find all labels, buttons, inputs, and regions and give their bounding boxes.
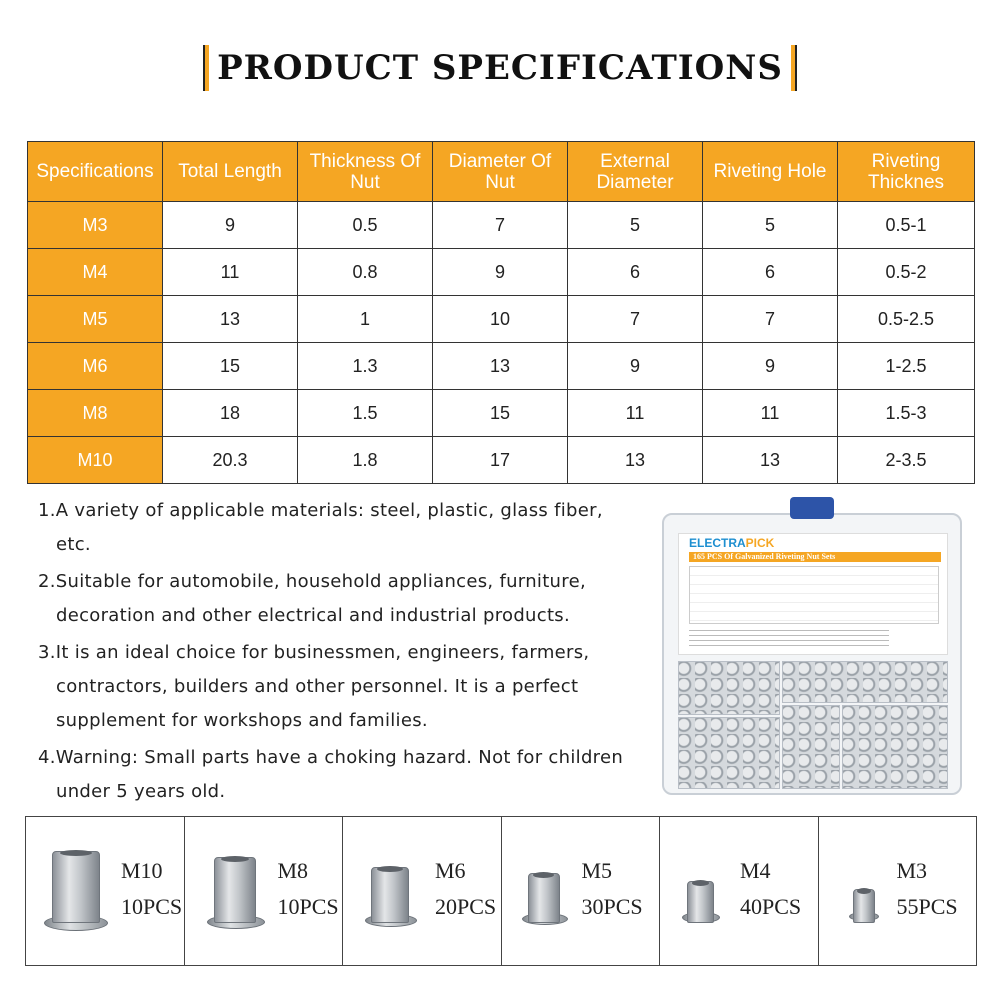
size-label xyxy=(897,853,958,925)
rivet-nut-icon xyxy=(853,889,875,923)
size-cell-m3 xyxy=(819,817,977,965)
rivet-nut-icon xyxy=(687,881,714,923)
feature-number: 4. xyxy=(38,747,56,768)
spec-header: Riveting Hole xyxy=(703,142,838,202)
title-right-bar xyxy=(791,45,797,91)
feature-item xyxy=(38,494,643,562)
box-compartment xyxy=(782,661,948,703)
rivet-nut-icon xyxy=(528,873,560,923)
table-cell: 1.5 xyxy=(298,390,433,437)
size-name: M3 xyxy=(896,858,928,883)
size-qty: 55PCS xyxy=(896,894,958,919)
table-cell: 20.3 xyxy=(163,437,298,484)
product-box-image xyxy=(662,505,958,795)
table-cell: 13 xyxy=(568,437,703,484)
table-cell: 10 xyxy=(433,296,568,343)
table-cell: 1.5-3 xyxy=(838,390,975,437)
size-qty: 30PCS xyxy=(581,894,643,919)
table-cell: 9 xyxy=(703,343,838,390)
spec-header: Thickness Of Nut xyxy=(298,142,433,202)
table-cell: 13 xyxy=(703,437,838,484)
spec-table xyxy=(27,141,975,484)
table-cell: 9 xyxy=(568,343,703,390)
size-label xyxy=(740,853,801,925)
spec-header: Specifications xyxy=(28,142,163,202)
size-label xyxy=(121,853,182,925)
feature-list xyxy=(38,494,643,812)
table-cell: 6 xyxy=(703,249,838,296)
size-qty: 20PCS xyxy=(435,894,497,919)
size-name: M6 xyxy=(435,858,466,883)
feature-number: 2. xyxy=(38,571,56,592)
feature-number: 3. xyxy=(38,642,56,663)
brand-text-a: ELECTRA xyxy=(689,536,746,550)
feature-item xyxy=(38,741,643,809)
size-qty: 40PCS xyxy=(740,894,802,919)
feature-item xyxy=(38,636,643,738)
feature-text: A variety of applicable materials: steel, plastic, glass fiber, etc. xyxy=(55,500,603,555)
size-cell-m8 xyxy=(185,817,344,965)
rivet-nut-icon xyxy=(371,867,409,923)
table-cell: 0.5-2.5 xyxy=(838,296,975,343)
page-title: PRODUCT SPECIFICATIONS xyxy=(217,48,783,88)
table-cell: 7 xyxy=(568,296,703,343)
table-cell: 2-3.5 xyxy=(838,437,975,484)
size-qty: 10PCS xyxy=(121,894,183,919)
rivet-nut-icon xyxy=(52,851,100,923)
size-name: M4 xyxy=(740,858,771,883)
size-cell-m10 xyxy=(26,817,185,965)
box-compartment xyxy=(678,717,780,789)
row-size: M3 xyxy=(28,202,163,249)
size-label xyxy=(435,853,496,925)
table-cell: 7 xyxy=(433,202,568,249)
feature-item xyxy=(38,565,643,633)
table-cell: 9 xyxy=(163,202,298,249)
table-cell: 11 xyxy=(163,249,298,296)
table-row xyxy=(28,390,975,437)
feature-text: Warning: Small parts have a choking hazard. Not for children under 5 years old. xyxy=(55,747,624,802)
table-cell: 1-2.5 xyxy=(838,343,975,390)
feature-text: It is an ideal choice for businessmen, engineers, farmers, contractors, builders and other personnel. It is a perfect supplement for workshops and families. xyxy=(55,642,590,731)
table-row xyxy=(28,343,975,390)
table-cell: 0.5 xyxy=(298,202,433,249)
table-cell: 0.5-2 xyxy=(838,249,975,296)
size-label xyxy=(278,853,339,925)
table-cell: 7 xyxy=(703,296,838,343)
table-cell: 17 xyxy=(433,437,568,484)
table-cell: 13 xyxy=(163,296,298,343)
page-title-wrap xyxy=(0,38,1000,98)
table-cell: 11 xyxy=(703,390,838,437)
row-size: M6 xyxy=(28,343,163,390)
table-cell: 1.3 xyxy=(298,343,433,390)
box-latch xyxy=(790,497,834,519)
brand-text-b: PICK xyxy=(745,536,775,550)
feature-text: Suitable for automobile, household appliances, furniture, decoration and other electrical and industrial products. xyxy=(55,571,586,626)
table-cell: 6 xyxy=(568,249,703,296)
spec-header-row xyxy=(28,142,975,202)
box-mini-table xyxy=(689,566,939,624)
table-cell: 0.8 xyxy=(298,249,433,296)
table-cell: 13 xyxy=(433,343,568,390)
size-name: M10 xyxy=(121,858,163,883)
row-size: M4 xyxy=(28,249,163,296)
size-strip xyxy=(25,816,977,966)
table-cell: 5 xyxy=(568,202,703,249)
table-row xyxy=(28,437,975,484)
box-title: 165 PCS Of Galvanized Riveting Nut Sets xyxy=(689,552,941,562)
feature-number: 1. xyxy=(38,500,56,521)
size-name: M5 xyxy=(581,858,613,883)
row-size: M5 xyxy=(28,296,163,343)
table-cell: 11 xyxy=(568,390,703,437)
table-cell: 15 xyxy=(433,390,568,437)
size-cell-m5 xyxy=(502,817,661,965)
size-qty: 10PCS xyxy=(277,894,339,919)
box-label xyxy=(678,533,948,655)
box-mini-text xyxy=(689,626,889,650)
table-row xyxy=(28,202,975,249)
spec-header: Diameter Of Nut xyxy=(433,142,568,202)
size-name: M8 xyxy=(277,858,309,883)
box-shell xyxy=(662,513,962,795)
table-cell: 15 xyxy=(163,343,298,390)
table-cell: 1.8 xyxy=(298,437,433,484)
brand-logo xyxy=(689,536,774,550)
spec-header: Total Length xyxy=(163,142,298,202)
table-row xyxy=(28,296,975,343)
size-label xyxy=(582,853,643,925)
spec-header: External Diameter xyxy=(568,142,703,202)
box-compartment xyxy=(782,705,840,789)
rivet-nut-icon xyxy=(214,857,256,923)
box-compartment xyxy=(842,705,948,789)
size-cell-m4 xyxy=(660,817,819,965)
title-left-bar xyxy=(203,45,209,91)
size-cell-m6 xyxy=(343,817,502,965)
table-cell: 1 xyxy=(298,296,433,343)
table-cell: 5 xyxy=(703,202,838,249)
table-cell: 18 xyxy=(163,390,298,437)
table-cell: 9 xyxy=(433,249,568,296)
table-row xyxy=(28,249,975,296)
row-size: M10 xyxy=(28,437,163,484)
box-compartment xyxy=(678,661,780,715)
spec-header: Riveting Thicknes xyxy=(838,142,975,202)
row-size: M8 xyxy=(28,390,163,437)
table-cell: 0.5-1 xyxy=(838,202,975,249)
